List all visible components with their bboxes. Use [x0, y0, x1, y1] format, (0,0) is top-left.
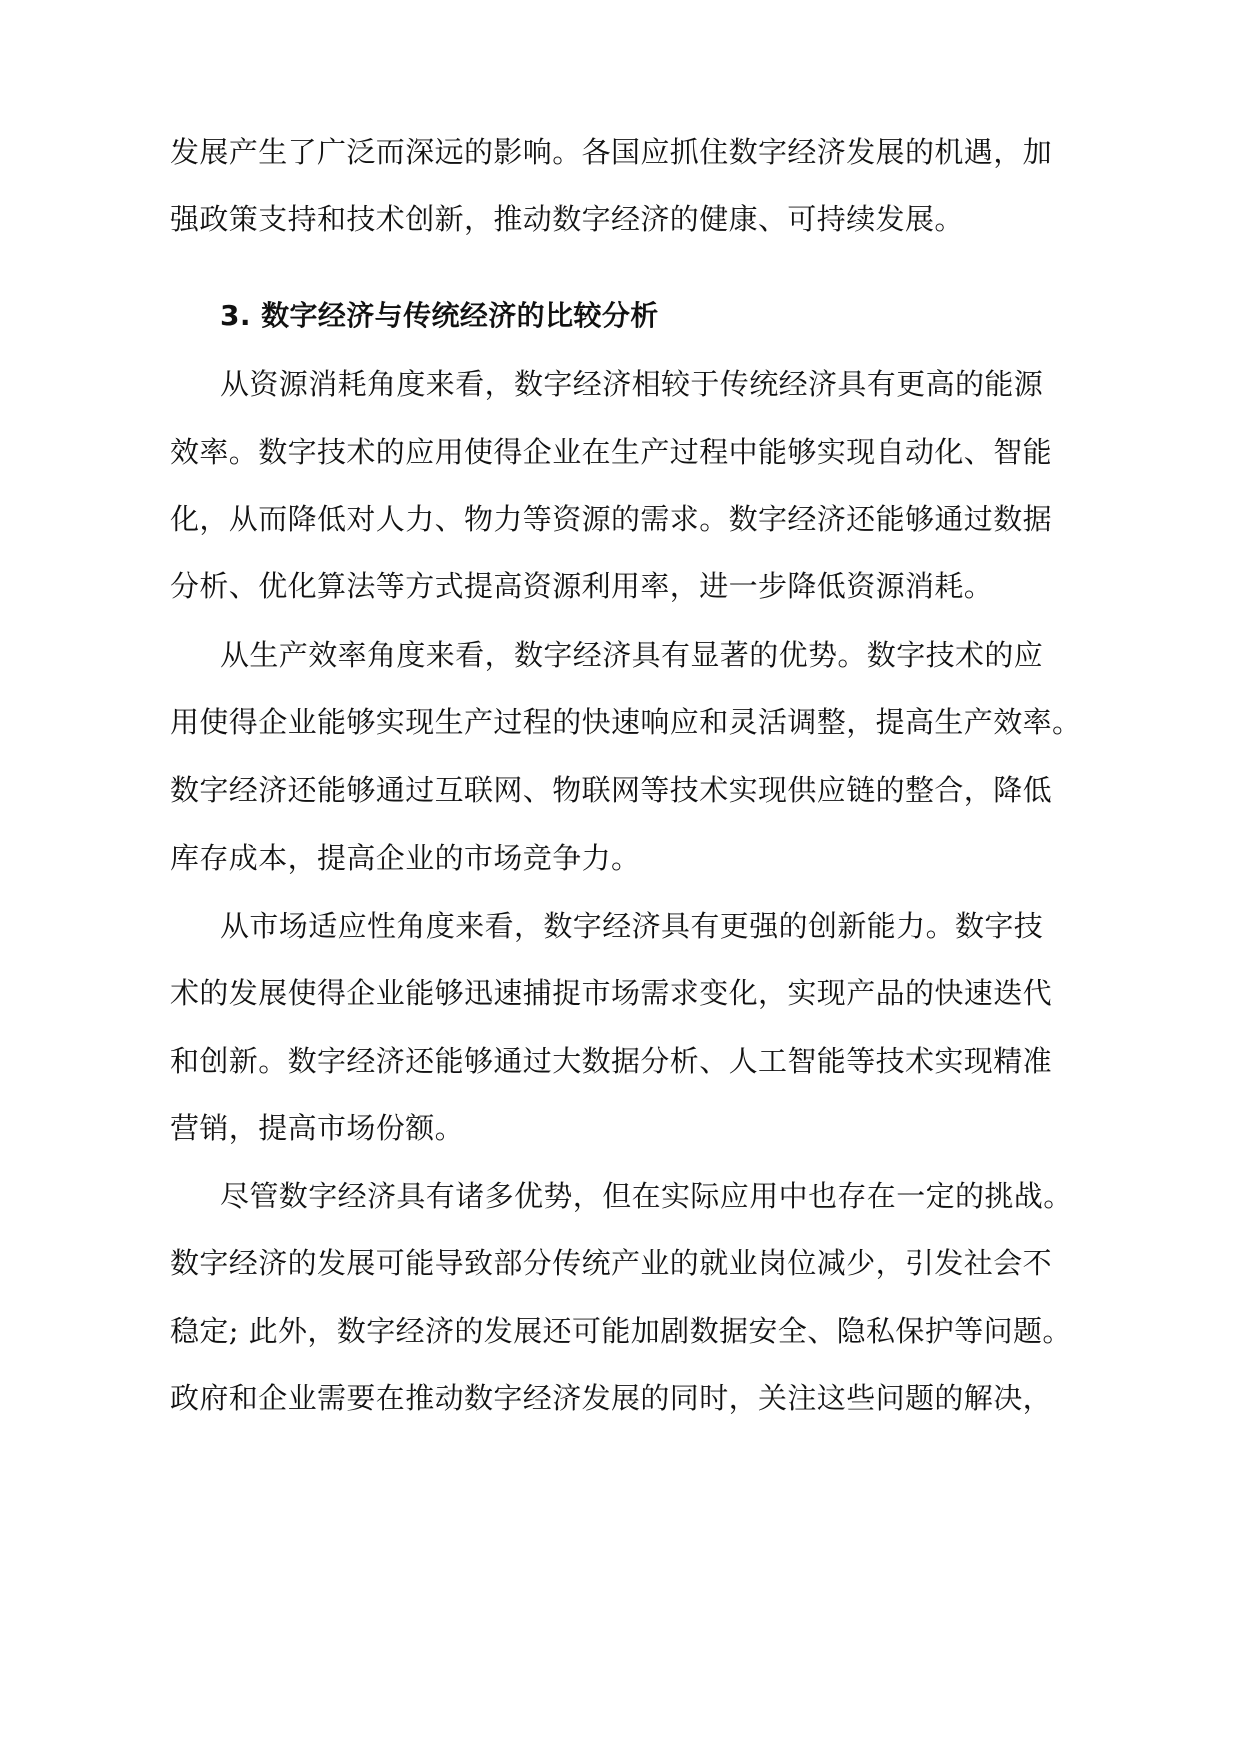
paragraph-line: 从市场适应性角度来看，数字经济具有更强的创新能力。数字技	[220, 909, 1044, 943]
paragraph-line: 稳定; 此外，数字经济的发展还可能加剧数据安全、隐私保护等问题。	[170, 1314, 1072, 1348]
paragraph-line: 数字经济的发展可能导致部分传统产业的就业岗位减少，引发社会不	[170, 1246, 1053, 1280]
paragraph-line: 化，从而降低对人力、物力等资源的需求。数字经济还能够通过数据	[170, 502, 1053, 536]
body-text-line: 发展产生了广泛而深远的影响。各国应抓住数字经济发展的机遇，加	[170, 135, 1053, 169]
paragraph-line: 数字经济还能够通过互联网、物联网等技术实现供应链的整合，降低	[170, 773, 1053, 807]
paragraph-line: 从资源消耗角度来看，数字经济相较于传统经济具有更高的能源	[220, 367, 1044, 401]
body-text-line: 强政策支持和技术创新，推动数字经济的健康、可持续发展。	[170, 202, 964, 236]
paragraph-line: 和创新。数字经济还能够通过大数据分析、人工智能等技术实现精准	[170, 1044, 1053, 1078]
paragraph-line: 术的发展使得企业能够迅速捕捉市场需求变化，实现产品的快速迭代	[170, 976, 1053, 1010]
paragraph-line: 营销，提高市场份额。	[170, 1111, 465, 1145]
paragraph-line: 从生产效率角度来看，数字经济具有显著的优势。数字技术的应	[220, 638, 1044, 672]
section-heading: 3. 数字经济与传统经济的比较分析	[220, 299, 659, 332]
paragraph-line: 用使得企业能够实现生产过程的快速响应和灵活调整，提高生产效率。	[170, 705, 1082, 739]
paragraph-line: 库存成本，提高企业的市场竞争力。	[170, 841, 641, 875]
paragraph-line: 尽管数字经济具有诸多优势，但在实际应用中也存在一定的挑战。	[220, 1179, 1073, 1213]
paragraph-line: 分析、优化算法等方式提高资源利用率，进一步降低资源消耗。	[170, 569, 994, 603]
paragraph-line: 效率。数字技术的应用使得企业在生产过程中能够实现自动化、智能	[170, 435, 1053, 469]
paragraph-line: 政府和企业需要在推动数字经济发展的同时，关注这些问题的解决，	[170, 1381, 1053, 1415]
